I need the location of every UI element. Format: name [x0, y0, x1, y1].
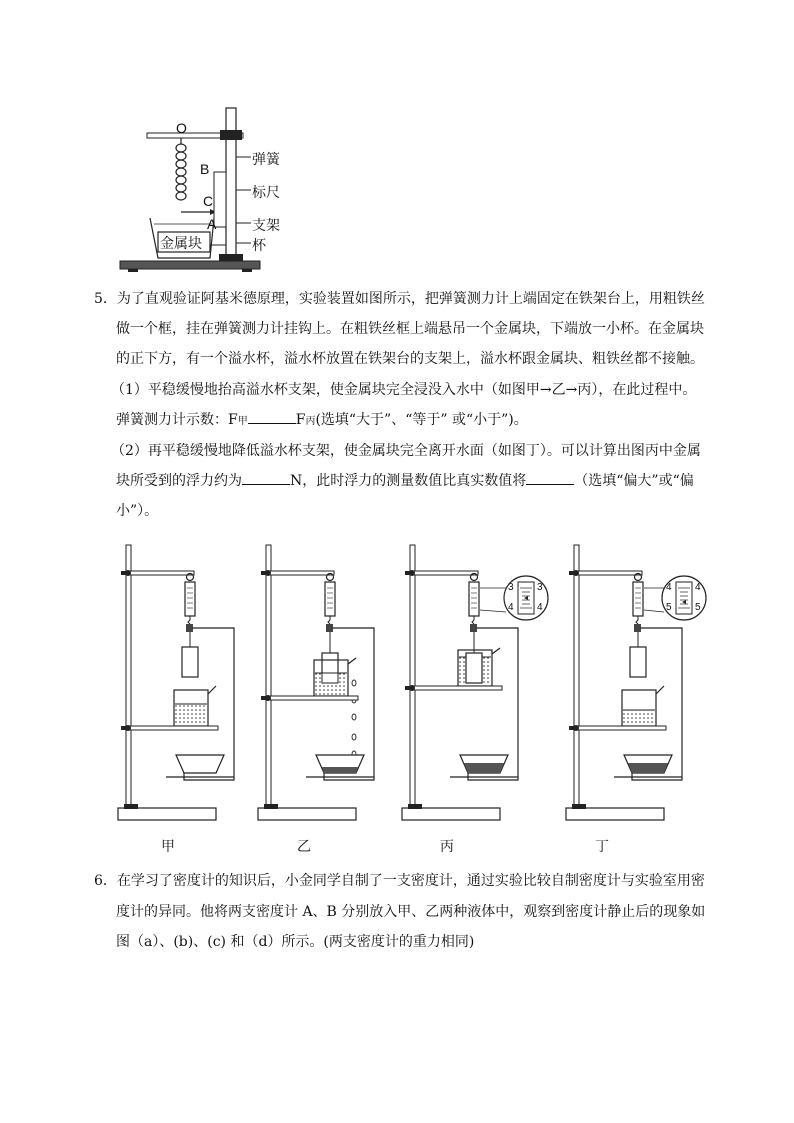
q5-line5-a: 弹簧测力计示数：F [116, 412, 238, 428]
gauge-ding-right-4: 4 [695, 582, 701, 593]
gauge-ding-right-5: 5 [695, 602, 701, 613]
label-O: O [176, 120, 187, 136]
q5-line1 [94, 284, 705, 314]
q5-line4: （1）平稳缓慢地抬高溢水杯支架，使金属块完全浸没入水中（如图甲→乙→丙），在此过程中。 [111, 382, 697, 398]
q5-line8: 小”）。 [116, 503, 159, 519]
q6-line1 [94, 866, 705, 896]
label-spring: 弹簧 [252, 151, 280, 167]
label-cup: 杯 [252, 237, 266, 253]
stands-figure [0, 540, 794, 830]
q5-sub-jia: 甲 [237, 416, 248, 427]
gauge-ding-left-5: 5 [666, 602, 672, 613]
q5-text-1: 为了直观验证阿基米德原理，实验装置如图所示，把弹簧测力计上端固定在铁架台上，用粗铁丝 [116, 291, 705, 307]
q5-line7-c: （选填“偏大”或“偏 [574, 473, 694, 489]
q5-line5 [116, 405, 528, 437]
stand-jia [118, 545, 234, 820]
q5-line7-a: 块所受到的浮力约为 [116, 473, 242, 489]
q5-line5-c: (选填“大于”、“等于” 或“小于”)。 [315, 412, 528, 428]
q6-number: 6． [94, 873, 117, 889]
label-A: A [207, 216, 217, 232]
caption-yi: 乙 [297, 839, 311, 855]
gauge-ding-left-4: 4 [666, 582, 672, 593]
q5-line7-b: N，此时浮力的测量数值比真实数值将 [290, 473, 527, 489]
q5-blank-1[interactable] [248, 409, 296, 424]
stand-ding [566, 545, 706, 820]
q5-blank-2[interactable] [242, 470, 290, 485]
q6-text-1: 在学习了密度计的知识后，小金同学自制了一支密度计，通过实验比较自制密度计与实验室用密 [116, 873, 705, 889]
stand-yi [258, 545, 374, 820]
q5-line6: （2）再平稳缓慢地降低溢水杯支架，使金属块完全离开水面（如图丁）。可以计算出图丙中金属 [111, 443, 701, 459]
label-metal-block: 金属块 [160, 235, 202, 251]
label-bracket: 支架 [252, 217, 280, 233]
q5-number: 5． [94, 291, 117, 307]
caption-ding: 丁 [595, 839, 609, 855]
label-B: B [200, 161, 210, 177]
gauge-bing-left-4: 4 [508, 602, 514, 613]
caption-bing: 丙 [440, 839, 454, 855]
stand-bing [402, 545, 548, 820]
q6-line3: 图（a）、(b)、(c) 和（d）所示。(两支密度计的重力相同) [116, 934, 475, 950]
q5-line2: 做一个框，挂在弹簧测力计挂钩上。在粗铁丝框上端悬吊一个金属块，下端放一小杯。在金属块 [116, 321, 704, 337]
q5-line3: 的正下方，有一个溢水杯，溢水杯放置在铁架台的支架上，溢水杯跟金属块、粗铁丝都不接触。 [116, 351, 704, 367]
label-ruler: 标尺 [252, 184, 280, 200]
label-C: C [203, 193, 214, 209]
gauge-bing-left-3: 3 [508, 582, 514, 593]
gauge-bing-right-3: 3 [537, 582, 543, 593]
q5-blank-3[interactable] [526, 470, 574, 485]
q5-line5-b: F [295, 412, 306, 428]
gauge-bing-right-4: 4 [537, 602, 543, 613]
q6-line2: 度计的异同。他将两支密度计 A、B 分别放入甲、乙两种液体中，观察到密度计静止后的现象如 [116, 904, 706, 920]
q5-line7 [116, 466, 694, 496]
q5-sub-bing: 丙 [305, 416, 316, 427]
caption-jia: 甲 [161, 839, 175, 855]
